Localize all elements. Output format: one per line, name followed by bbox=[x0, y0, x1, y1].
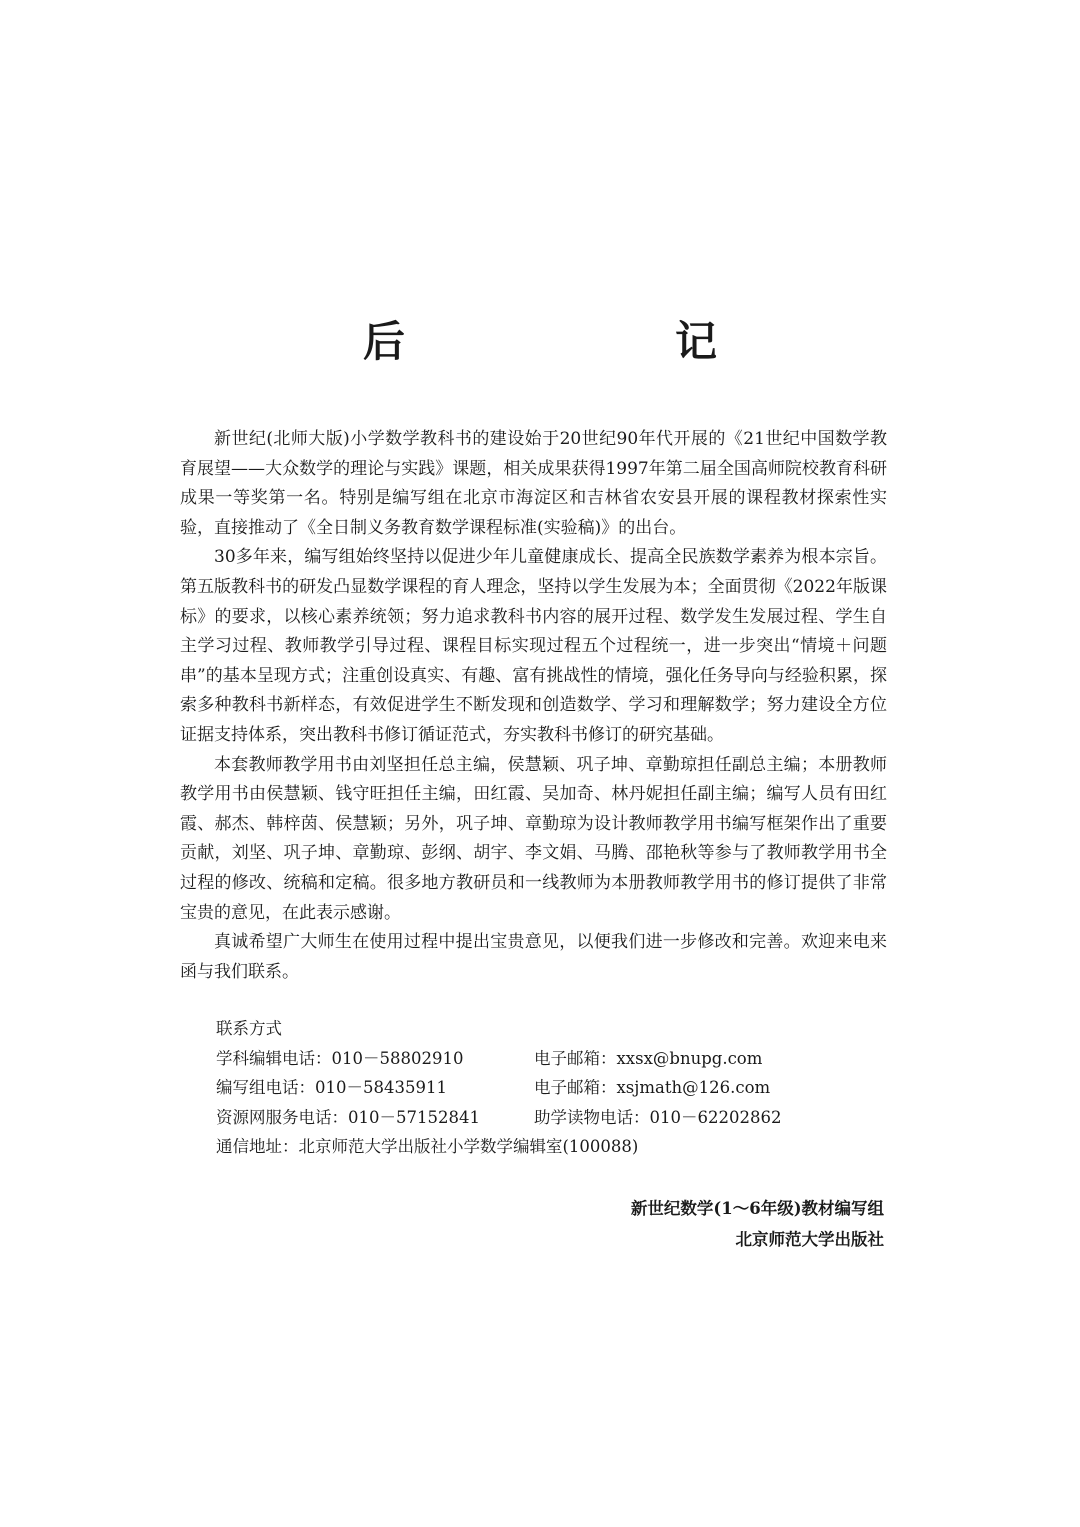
signature-publisher: 北京师范大学出版社 bbox=[735, 1230, 884, 1249]
signature-block bbox=[631, 1193, 884, 1255]
mailing-address: 通信地址：北京师范大学出版社小学数学编辑室(100088) bbox=[216, 1137, 639, 1156]
email-xxsx: 电子邮箱：xxsx@bnupg.com bbox=[534, 1048, 763, 1068]
signature-team: 新世纪数学(1～6年级)教材编写组 bbox=[630, 1199, 884, 1218]
page-title: 后 记 bbox=[362, 317, 779, 366]
contact-block bbox=[216, 1014, 896, 1162]
study-material-phone: 助学读物电话：010－62202862 bbox=[534, 1107, 782, 1127]
paragraph-history: 新世纪(北师大版)小学数学教科书的建设始于20世纪90年代开展的《21世纪中国数学教育展望——大众数学的理论与实践》课题，相关成果获得1997年第二届全国高师院校教育科研成果一等奖第一名。特别是编写组在北京市海淀区和吉林省农安县开展的课程教材探索性实验，直接推动了《全日制义务教育数学课程标准(实验稿)》的出台。 bbox=[180, 429, 887, 538]
resource-service-phone: 资源网服务电话：010－57152841 bbox=[216, 1107, 480, 1127]
subject-editor-phone: 学科编辑电话：010－58802910 bbox=[216, 1048, 464, 1068]
contact-row bbox=[216, 1073, 896, 1103]
contact-row bbox=[216, 1044, 896, 1074]
email-xsjmath: 电子邮箱：xsjmath@126.com bbox=[534, 1078, 771, 1097]
paragraph-philosophy: 30多年来，编写组始终坚持以促进少年儿童健康成长、提高全民族数学素养为根本宗旨。第五版教科书的研发凸显数学课程的育人理念，坚持以学生发展为本；全面贯彻《2022年版课标》的要求，以核心素养统领；努力追求教科书内容的展开过程、数学发生发展过程、学生自主学习过程、教师教学引导过程、课程目标实现过程五个过程统一，进一步突出“情境＋问题串”的基本呈现方式；注重创设真实、有趣、富有挑战性的情境，强化任务导向与经验积累，探索多种教科书新样态，有效促进学生不断发现和创造数学、学习和理解数学；努力建设全方位证据支持体系，突出教科书修订循证范式，夯实教科书修订的研究基础。 bbox=[180, 547, 887, 745]
paragraph-credits: 本套教师教学用书由刘坚担任总主编，侯慧颖、巩子坤、章勤琼担任副总主编；本册教师教学用书由侯慧颖、钱守旺担任主编，田红霞、吴加奇、林丹妮担任副主编；编写人员有田红霞、郝杰、韩梓茵、侯慧颖；另外，巩子坤、章勤琼为设计教师教学用书编写框架作出了重要贡献，刘坚、巩子坤、章勤琼、彭纲、胡宇、李文娟、马腾、邵艳秋等参与了教师教学用书全过程的修改、统稿和定稿。很多地方教研员和一线教师为本册教师教学用书的修订提供了非常宝贵的意见，在此表示感谢。 bbox=[180, 754, 887, 923]
editorial-team-phone: 编写组电话：010－58435911 bbox=[216, 1078, 447, 1097]
body-text bbox=[180, 425, 887, 987]
contact-row bbox=[216, 1103, 896, 1133]
contact-heading: 联系方式 bbox=[216, 1019, 282, 1038]
paragraph-invitation: 真诚希望广大师生在使用过程中提出宝贵意见，以便我们进一步修改和完善。欢迎来电来函与我们联系。 bbox=[180, 932, 887, 982]
